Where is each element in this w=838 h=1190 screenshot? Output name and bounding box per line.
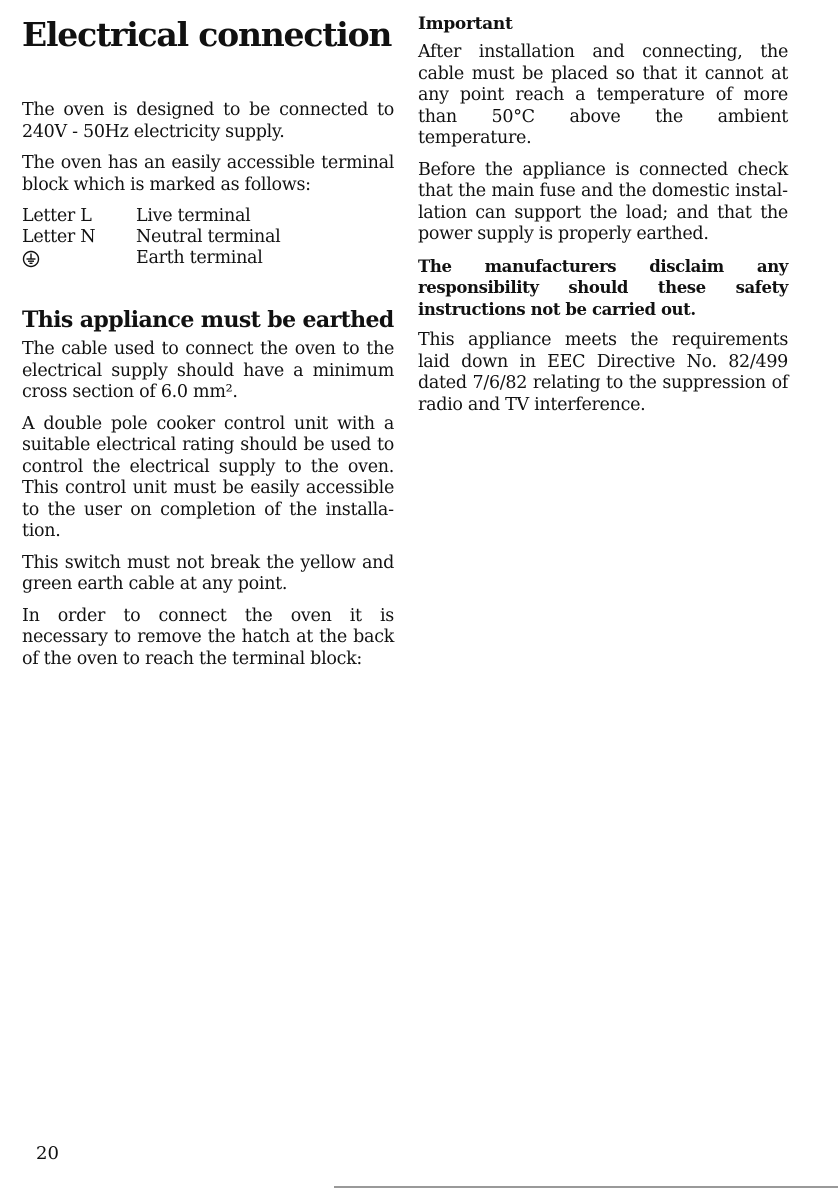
cable-temperature-paragraph: After installation and connecting, the cable must be placed so that it cannot at any point reach a temperature of more than 50°C above the ambient temperature. bbox=[418, 42, 788, 148]
page-number: 20 bbox=[36, 1143, 59, 1164]
important-heading: Important bbox=[418, 14, 513, 34]
page-title: Electrical connection bbox=[22, 15, 392, 54]
disclaimer-paragraph: The manufacturers disclaim any responsibility should these safety instructions not be carried out. bbox=[418, 256, 788, 319]
terminal-row-live bbox=[22, 206, 394, 227]
cable-paragraph: The cable used to connect the oven to the electrical supply should have a minimum cross section of 6.0 mm². bbox=[22, 339, 394, 402]
terminal-list bbox=[22, 206, 394, 269]
terminal-value: Live terminal bbox=[136, 206, 251, 226]
terminal-block-paragraph: The oven has an easily accessible terminal block which is marked as follows: bbox=[22, 153, 394, 195]
terminal-key: Letter N bbox=[22, 227, 96, 247]
supply-paragraph: The oven is designed to be connected to 240V - 50Hz electricity supply. bbox=[22, 100, 394, 142]
earth-symbol-icon bbox=[22, 250, 40, 268]
directive-paragraph: This appliance meets the requirements laid down in EEC Directive No. 82/499 dated 7/6/82 relating to the suppression of radio and TV interference. bbox=[418, 330, 788, 415]
terminal-value: Neutral terminal bbox=[136, 227, 281, 247]
footer-rule bbox=[334, 1186, 838, 1188]
terminal-value: Earth terminal bbox=[136, 248, 263, 268]
terminal-row-earth bbox=[22, 248, 394, 269]
left-column bbox=[22, 12, 394, 680]
control-unit-paragraph: A double pole cooker control unit with a suitable electrical rating should be used to control the electrical supply to the oven. This control unit must be easily accessible to the user on completion of the installation. bbox=[22, 413, 394, 541]
right-column bbox=[418, 12, 788, 426]
hatch-paragraph: In order to connect the oven it is necessary to remove the hatch at the back of the oven to reach the terminal block: bbox=[22, 605, 394, 669]
earthed-heading: This appliance must be earthed bbox=[22, 307, 394, 333]
terminal-key: Letter L bbox=[22, 206, 92, 226]
switch-paragraph: This switch must not break the yellow and green earth cable at any point. bbox=[22, 552, 394, 594]
fuse-check-paragraph: Before the appliance is connected check that the main fuse and the domestic installation can support the load; and that the power supply is properly earthed. bbox=[418, 159, 788, 244]
terminal-row-neutral bbox=[22, 227, 394, 248]
